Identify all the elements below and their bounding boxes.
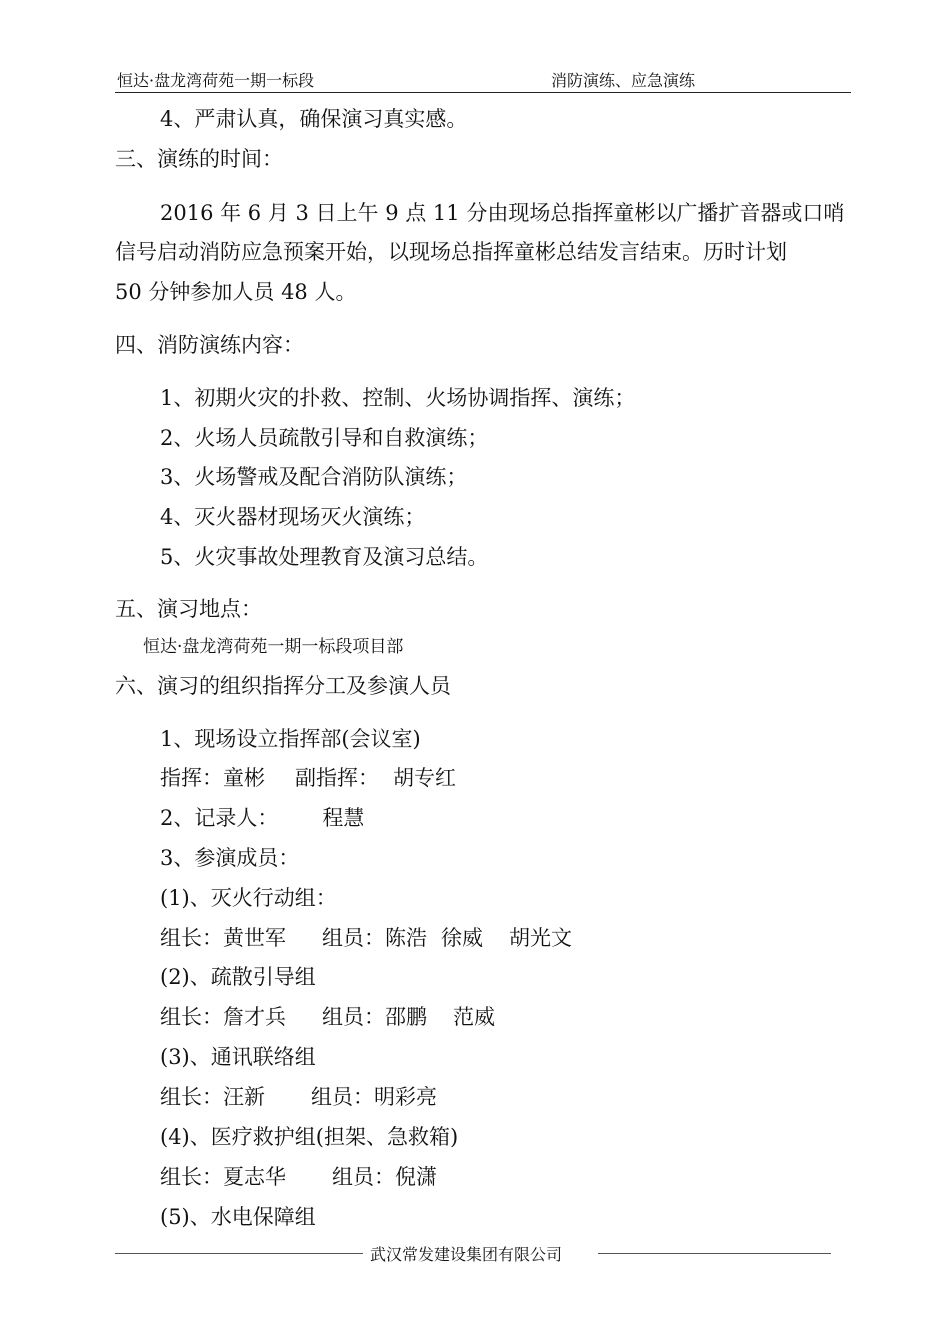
recorder-name: 程慧 [322,806,365,830]
footer-rule-left [115,1253,363,1254]
page-header [115,66,851,93]
content-item-1: 1、初期火灾的扑救、控制、火场协调指挥、演练； [160,386,636,410]
group-1-member-2: 徐威 [441,926,483,950]
time-paragraph-line-3: 50 分钟参加人员 48 人。 [115,280,357,304]
group-1-line [160,924,572,952]
group-1-title: (1)、灭火行动组： [160,886,337,910]
group-1-member-3: 胡光文 [509,926,572,950]
group-1-members-label: 组员：陈浩 [322,926,427,950]
section-6-title: 六、演习的组织指挥分工及参演人员 [115,674,451,698]
recorder-label: 2、记录人： [160,806,279,830]
footer-rule-right [598,1253,831,1254]
location-text: 恒达·盘龙湾荷苑一期一标段项目部 [143,637,404,657]
group-4-line [160,1163,437,1191]
section-3-title: 三、演练的时间： [115,147,283,171]
section-4-title: 四、消防演练内容： [115,333,304,357]
group-5-title: (5)、水电保障组 [160,1205,316,1229]
group-2-member-2: 范威 [453,1005,495,1029]
content-item-3: 3、火场警戒及配合消防队演练； [160,465,468,489]
group-2-leader: 组长：詹才兵 [160,1005,286,1029]
content-item-4: 4、灭火器材现场灭火演练； [160,505,426,529]
recorder-line [160,804,364,832]
group-1-leader: 组长：黄世军 [160,926,286,950]
header-doc-title: 消防演练、应急演练 [551,71,696,90]
group-3-line [160,1083,437,1111]
group-4-members-label: 组员：倪潇 [332,1165,437,1189]
time-paragraph-line-1: 2016 年 6 月 3 日上午 9 点 11 分由现场总指挥童彬以广播扩音器或口哨 [160,201,845,225]
item-4-text: 4、严肃认真，确保演习真实感。 [160,107,468,131]
group-3-title: (3)、通讯联络组 [160,1045,316,1069]
commander-line [160,764,456,792]
section-5-title: 五、演习地点： [115,597,262,621]
hq-line: 1、现场设立指挥部(会议室) [160,727,421,751]
content-item-2: 2、火场人员疏散引导和自救演练； [160,426,489,450]
commander-label: 指挥：童彬 [160,766,265,790]
header-project-name: 恒达·盘龙湾荷苑一期一标段 [117,71,315,90]
content-item-5: 5、火灾事故处理教育及演习总结。 [160,545,489,569]
deputy-label: 副指挥： [295,766,379,790]
group-2-members-label: 组员：邵鹏 [322,1005,427,1029]
members-title: 3、参演成员： [160,846,300,870]
group-4-leader: 组长：夏志华 [160,1165,286,1189]
group-2-title: (2)、疏散引导组 [160,965,316,989]
group-3-leader: 组长：汪新 [160,1085,265,1109]
time-paragraph-line-2: 信号启动消防应急预案开始，以现场总指挥童彬总结发言结束。历时计划 [115,240,787,264]
group-3-members-label: 组员：明彩亮 [311,1085,437,1109]
deputy-name: 胡专红 [393,766,456,790]
group-2-line [160,1003,495,1031]
footer-company-name: 武汉常发建设集团有限公司 [370,1245,563,1264]
group-4-title: (4)、医疗救护组(担架、急救箱) [160,1125,459,1149]
